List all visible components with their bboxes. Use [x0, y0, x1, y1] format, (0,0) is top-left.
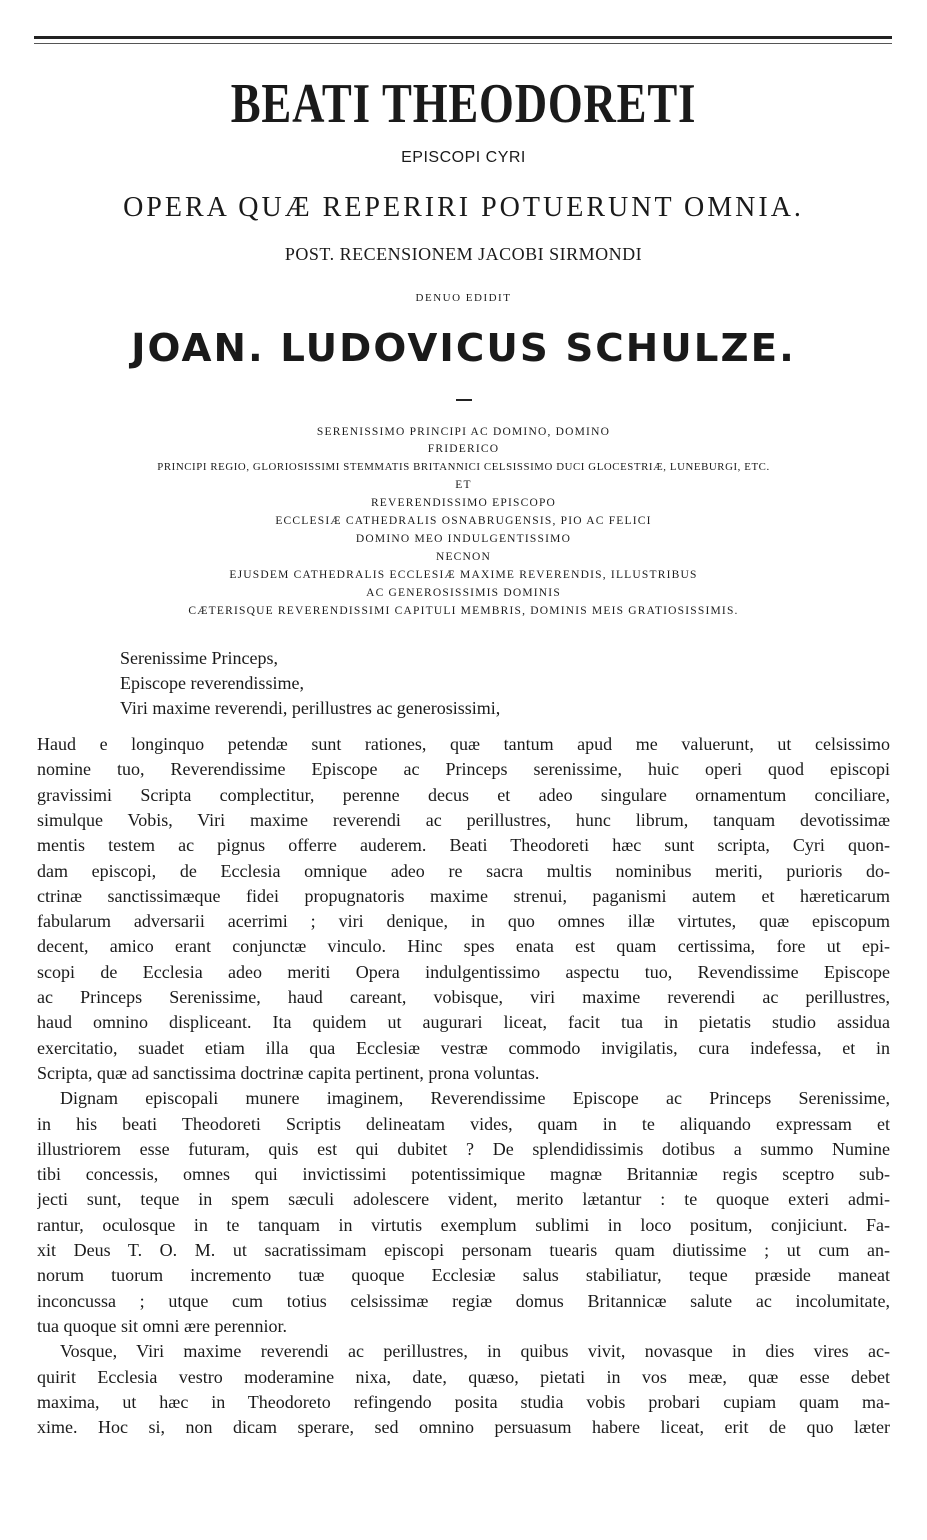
salutation-line: Serenissime Princeps,: [120, 648, 278, 668]
body-line: ac Princeps Serenissime, haud careant, vobisque, viri maxime reverendi ac perillustres,: [37, 987, 890, 1007]
top-double-rule: [34, 36, 892, 44]
dedication-line: PRINCIPI REGIO, GLORIOSISSIMI STEMMATIS BRITANNICI CELSISSIMO DUCI GLOCESTRIÆ, LUNEBURGI, ETC.: [157, 461, 770, 473]
dedication-line: ECCLESIÆ CATHEDRALIS OSNABRUGENSIS, PIO AC FELICI: [275, 515, 652, 527]
dedication-line: CÆTERISQUE REVERENDISSIMI CAPITULI MEMBRIS, DOMINIS MEIS GRATIOSISSIMIS.: [188, 605, 739, 617]
body-line: simulque Vobis, Viri maxime reverendi ac perillustres, hunc librum, tanquam devotissimæ: [37, 810, 890, 830]
body-line: maxima, ut hæc in Theodoreto refingendo posita studia vobis probari cupiam quam ma-: [37, 1392, 890, 1412]
body-line: quirit Ecclesia vestro moderamine nixa, date, quæso, pietati in vos meæ, quæ esse debet: [37, 1367, 890, 1387]
body-line: fabularum adversarii acerrimi ; viri denique, in quo omnes illæ virtutes, quæ episcopum: [37, 911, 890, 931]
body-line: Haud e longinquo petendæ sunt rationes, quæ tantum apud me valuerunt, ut celsissimo: [37, 734, 890, 754]
body-line: rantur, oculosque in te tanquam in virtutis exemplum sublimi in loco positum, conjiciunt. Fa-: [37, 1215, 890, 1235]
body-line: Scripta, quæ ad sanctissima doctrinæ capita pertinent, prona voluntas.: [37, 1063, 540, 1083]
subtitle-recensionem: POST. RECENSIONEM JACOBI SIRMONDI: [284, 244, 643, 264]
salutation-line: Viri maxime reverendi, perillustres ac generosissimi,: [120, 698, 501, 718]
body-line: tua quoque sit omni ære perennior.: [37, 1316, 287, 1336]
body-line: mentis testem ac pignus offerre auderem. Beati Theodoreti hæc sunt scripta, Cyri quon-: [37, 835, 890, 855]
dedication-line: DOMINO MEO INDULGENTISSIMO: [355, 533, 572, 545]
body-line: gravissimi Scripta complectitur, perenne decus et adeo singulare ornamentum conciliare,: [37, 785, 890, 805]
body-line: nomine tuo, Reverendissime Episcope ac Princeps serenissime, huic operi quod episcopi: [37, 759, 890, 779]
body-line: norum tuorum incremento tuæ quoque Ecclesiæ salus stabiliatur, teque præside maneat: [37, 1265, 890, 1285]
body-line: exercitatio, suadet etiam illa qua Ecclesiæ vestræ commodo invigilatis, cura indefessa, et in: [37, 1038, 890, 1058]
body-line: Vosque, Viri maxime reverendi ac perillustres, in quibus vivit, novasque in dies vires ac-: [60, 1341, 890, 1361]
salutation-line: Episcope reverendissime,: [120, 673, 304, 693]
subtitle-edidit: DENUO EDIDIT: [415, 292, 512, 304]
subtitle-opera: OPERA QUÆ REPERIRI POTUERUNT OMNIA.: [123, 192, 804, 223]
body-line: xime. Hoc si, non dicam sperare, sed omnino persuasum habere liceat, erit de quo læter: [37, 1417, 890, 1437]
subtitle-episcopi: EPISCOPI CYRI: [401, 149, 526, 166]
book-title: BEATI THEODORETI: [230, 73, 697, 135]
body-line: inconcussa ; utque cum totius celsissimæ regiæ domus Britannicæ salute ac incolumitate,: [37, 1291, 890, 1311]
dedication-line: SERENISSIMO PRINCIPI AC DOMINO, DOMINO: [316, 426, 611, 438]
body-line: scopi de Ecclesia adeo meriti Opera indulgentissimo aspectu tuo, Revendissime Episcope: [37, 962, 890, 982]
body-line: ctrinæ sanctissimæque fidei propugnatoris maxime strenui, paganismi autem et hæreticarum: [37, 886, 890, 906]
body-line: jecti sunt, teque in spem sæculi adolescere vident, merito lætantur : te quoque exteri admi-: [37, 1189, 890, 1209]
dedication-line: ET: [455, 479, 472, 491]
dedication-line: AC GENEROSISSIMIS DOMINIS: [366, 587, 561, 599]
body-line: in his beati Theodoreti Scriptis delineatam vides, quam in te aliquando expressam et: [37, 1114, 890, 1134]
dedication-line: NECNON: [435, 551, 492, 563]
body-line: xit Deus T. O. M. ut sacratissimam episcopi personam tuearis quam diutissime ; ut cum an-: [37, 1240, 890, 1260]
dedication-line: EJUSDEM CATHEDRALIS ECCLESIÆ MAXIME REVERENDIS, ILLUSTRIBUS: [229, 569, 698, 581]
body-line: haud omnino displiceant. Ita quidem ut augurari liceat, facit tua in pietatis studio assidua: [37, 1012, 890, 1032]
dedication-line: REVERENDISSIMO EPISCOPO: [370, 497, 557, 509]
body-line: decent, amico erant conjunctæ vinculo. Hinc spes enata est quam certissima, fore ut epi-: [37, 936, 890, 956]
short-divider: [456, 399, 472, 401]
editor-name: JOAN. LUDOVICUS SCHULZE.: [131, 326, 796, 370]
body-line: dam episcopi, de Ecclesia omnique adeo re sacra multis nominibus meriti, purioris do-: [37, 861, 890, 881]
body-line: Dignam episcopali munere imaginem, Reverendissime Episcope ac Princeps Serenissime,: [60, 1088, 890, 1108]
dedication-line: FRIDERICO: [427, 443, 500, 455]
body-line: illustriorem esse futuram, quis est qui dubitet ? De splendidissimis dotibus a summo Numine: [37, 1139, 890, 1159]
body-line: tibi concessis, omnes qui invictissimi potentissimique magnæ Britanniæ regis sceptro sub-: [37, 1164, 890, 1184]
